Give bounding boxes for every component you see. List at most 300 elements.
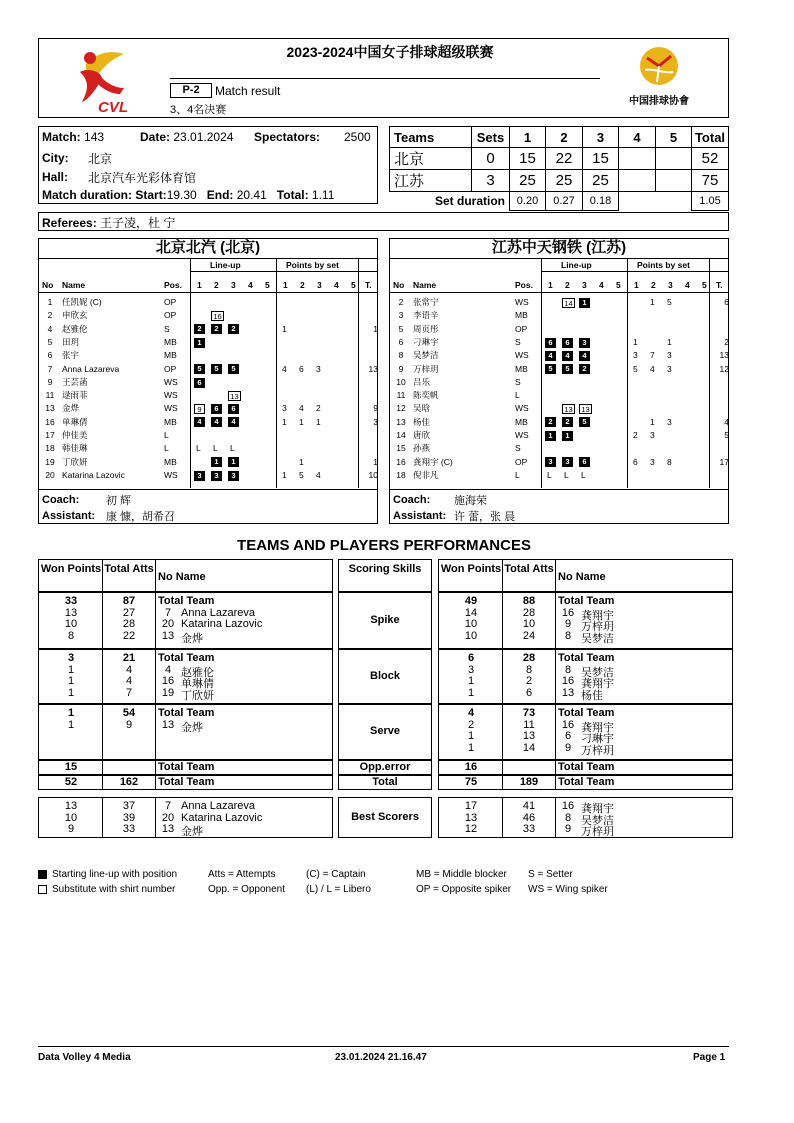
lineup-starting — [579, 349, 590, 362]
total-atts: 14 — [522, 741, 536, 754]
total-atts: 9 — [125, 718, 133, 731]
player-number: 9 — [564, 741, 572, 754]
player-position: L — [164, 430, 169, 440]
lineup-substitute — [562, 402, 575, 415]
player-name: Katarina Lazovic — [62, 469, 125, 480]
perf-col-line — [102, 797, 103, 838]
right-assistant: 许 蕾，张 晨 — [454, 511, 516, 523]
cva-logo — [628, 44, 690, 114]
won-points: 1 — [467, 686, 475, 699]
cva-logo-text: 中国排球协會 — [629, 96, 689, 107]
referees-value: 王子凌，杜 宁 — [100, 216, 176, 230]
player-number: 2 — [398, 297, 404, 307]
player-name: Katarina Lazovic — [181, 811, 263, 824]
t-header: T. — [365, 280, 372, 290]
player-number: 12 — [396, 403, 406, 414]
player-position: WS — [515, 403, 529, 414]
lineup-value: 2 — [228, 324, 239, 334]
right-coach-divider — [389, 489, 729, 490]
lineup-starting — [211, 363, 222, 376]
name-header: Name — [62, 280, 86, 290]
score-row-away: 江苏 3 25 25 25 75 — [390, 170, 729, 192]
t-header: T. — [716, 280, 723, 290]
lineup-starting — [562, 416, 573, 429]
won-points: 1 — [467, 730, 475, 742]
points-set-value: 5 — [667, 297, 672, 307]
left-coach-divider — [38, 489, 378, 490]
player-name: 万梓玥 — [413, 363, 439, 374]
duration-label: Match duration: — [42, 188, 132, 202]
lineup-starting — [545, 456, 556, 469]
cvl-logo — [72, 44, 132, 114]
player-position: WS — [164, 390, 178, 401]
player-number: 16 — [396, 456, 406, 467]
won-points: 13 — [64, 606, 78, 619]
won-points: 1 — [467, 675, 475, 687]
player-name: 张宇 — [62, 350, 80, 361]
lineup-starting — [545, 349, 556, 362]
player-total-points: 6 — [724, 297, 729, 307]
lineup-set-header: 1 — [197, 280, 202, 290]
player-number: 5 — [47, 336, 53, 347]
legend-op: OP = Opposite spiker — [416, 884, 512, 895]
won-points: 52 — [64, 776, 78, 788]
perf-col-line — [155, 797, 156, 838]
lineup-value: 1 — [562, 431, 573, 441]
player-number: 13 — [396, 416, 406, 427]
team-total-label: Total Team — [158, 595, 215, 607]
total-label: Total: — [276, 188, 309, 202]
perf-col-line — [102, 592, 103, 649]
player-number: 3 — [398, 310, 404, 321]
points-set-header: 4 — [685, 280, 690, 290]
serve-label: Serve — [370, 725, 400, 737]
legend-libero: (L) / L = Libero — [306, 884, 371, 895]
starting-lineup-legend-icon — [38, 870, 47, 879]
player-position: L — [515, 469, 520, 480]
score-row-home: 北京 0 15 22 15 52 — [390, 148, 729, 170]
player-position: WS — [515, 297, 529, 307]
player-position: OP — [515, 323, 528, 334]
won-points: 49 — [464, 595, 478, 607]
lineup-value: 2 — [211, 324, 222, 334]
player-name: 金烨 — [181, 826, 203, 838]
lineup-value: 4 — [562, 351, 573, 361]
player-total-points: 4 — [724, 416, 729, 427]
lineup-value: 4 — [579, 351, 590, 361]
player-total-points: 1 — [373, 323, 378, 334]
player-total-points: 13 — [368, 363, 378, 374]
lineup-value: 2 — [545, 417, 556, 427]
legend-sub: Substitute with shirt number — [52, 884, 176, 895]
player-name: Anna Lazareva — [181, 800, 255, 812]
left-coach: 初 辉 — [106, 495, 132, 507]
team-total-label: Total Team — [158, 707, 215, 719]
player-name: 仲佳美 — [62, 430, 88, 440]
won-points: 1 — [67, 675, 75, 687]
total-atts: 7 — [125, 686, 133, 699]
lineup-value: 1 — [194, 338, 205, 348]
points-set-value: 2 — [316, 403, 321, 414]
won-points: 1 — [467, 741, 475, 754]
player-name: 吕乐 — [413, 376, 431, 387]
set-duration-row: Set duration 0.20 0.27 0.18 1.05 — [390, 192, 729, 211]
right-coach-label: Coach: — [393, 494, 431, 506]
total-atts: 33 — [522, 823, 536, 835]
won-points-header: Won Points — [40, 563, 102, 575]
won-points: 33 — [64, 595, 78, 607]
lineup-libero: L — [564, 469, 569, 480]
player-number: 8 — [398, 350, 404, 361]
legend-opp: Opp. = Opponent — [208, 884, 286, 895]
lineup-value: 3 — [211, 471, 222, 481]
perf-col-line — [102, 760, 103, 775]
points-set-value: 5 — [299, 469, 304, 480]
points-set-value: 3 — [650, 430, 655, 440]
lineup-starting — [579, 296, 590, 309]
end-label: End: — [206, 188, 234, 202]
points-set-value: 3 — [667, 350, 672, 361]
lineup-value: 1 — [545, 431, 556, 441]
perf-col-line — [155, 760, 156, 775]
player-name: 唐欣 — [413, 430, 431, 440]
won-points: 2 — [467, 718, 475, 731]
player-number: 7 — [47, 363, 53, 374]
points-set-value: 3 — [667, 416, 672, 427]
perf-col-line — [502, 775, 503, 790]
spectators-label: Spectators: — [254, 130, 321, 144]
player-position: WS — [164, 403, 178, 414]
points-set-value: 8 — [667, 456, 672, 467]
player-name: 周页彤 — [413, 323, 439, 334]
left-assistant-label: Assistant: — [42, 510, 96, 522]
lineup-value: 5 — [579, 417, 590, 427]
total-atts: 28 — [522, 652, 536, 664]
total-atts: 2 — [525, 675, 533, 687]
won-points: 3 — [67, 652, 75, 664]
perf-col-line — [555, 559, 556, 592]
lineup-value: 5 — [194, 364, 205, 374]
points-set-header: 1 — [283, 280, 288, 290]
lineup-set-header: 4 — [248, 280, 253, 290]
lineup-substitute — [562, 296, 575, 309]
points-set-value: 1 — [650, 416, 655, 427]
total-atts: 189 — [519, 776, 539, 788]
points-by-set-header: Points by set — [637, 260, 690, 270]
player-name: 赵雅伦 — [62, 323, 88, 334]
lineup-starting — [194, 323, 205, 336]
pos-header: Pos. — [164, 280, 182, 290]
won-points: 1 — [67, 686, 75, 699]
right-team-name: 江苏中天钢铁 (江苏) — [491, 239, 627, 256]
total-atts: 46 — [522, 811, 536, 824]
lineup-starting — [545, 416, 556, 429]
sc-h-total: Total — [692, 127, 729, 148]
lineup-starting — [211, 416, 222, 429]
won-points: 4 — [467, 707, 475, 719]
lineup-starting — [228, 402, 239, 415]
lineup-value: 2 — [562, 417, 573, 427]
player-number: 18 — [45, 443, 55, 454]
lineup-set-header: 3 — [231, 280, 236, 290]
lineup-libero: L — [196, 443, 201, 454]
perf-col-line — [502, 559, 503, 592]
player-name: 吴梦洁 — [581, 666, 614, 679]
lineup-set-header: 2 — [214, 280, 219, 290]
player-name: 单琳倩 — [62, 416, 88, 427]
lineup-libero: L — [581, 469, 586, 480]
lineup-value: 4 — [211, 417, 222, 427]
no-name-header: No Name — [158, 571, 206, 583]
player-number: 19 — [45, 456, 55, 467]
player-number: 13 — [161, 718, 175, 731]
points-set-value: 1 — [667, 336, 672, 347]
lineup-value: 16 — [211, 311, 224, 321]
perf-col-line — [555, 592, 556, 649]
player-position: OP — [164, 310, 177, 321]
player-name: 韩佳琳 — [62, 443, 88, 454]
perf-col-line — [102, 649, 103, 704]
player-name: 吴梦洁 — [581, 814, 614, 827]
player-name: 龚翔宇 (C) — [413, 456, 453, 467]
total-atts: 162 — [119, 776, 139, 788]
points-set-value: 5 — [633, 363, 638, 374]
won-points: 10 — [464, 629, 478, 642]
legend-s: S = Setter — [528, 869, 573, 880]
player-position: MB — [164, 336, 177, 347]
won-points: 15 — [64, 761, 78, 773]
perf-col-line — [102, 559, 103, 592]
footer-timestamp: 23.01.2024 21.16.47 — [335, 1052, 427, 1063]
lineup-starting — [562, 349, 573, 362]
player-name: 吴梦洁 — [413, 350, 439, 361]
perf-col-line — [155, 559, 156, 592]
points-set-value: 3 — [282, 403, 287, 414]
lineup-starting — [211, 456, 222, 469]
won-points: 6 — [467, 652, 475, 664]
won-points: 17 — [464, 800, 478, 812]
total-atts: 33 — [122, 823, 136, 835]
lineup-value: 13 — [562, 404, 575, 414]
lineup-value: 5 — [228, 364, 239, 374]
player-number: 1 — [47, 297, 53, 307]
total-label: Total — [372, 776, 398, 788]
player-total-points: 17 — [719, 456, 729, 467]
player-name: 刁琳宇 — [413, 336, 439, 347]
lineup-set-header: 5 — [616, 280, 621, 290]
lineup-value: 3 — [545, 457, 556, 467]
points-set-value: 1 — [650, 297, 655, 307]
player-number: 17 — [45, 430, 55, 440]
player-name: 孙燕 — [413, 443, 431, 454]
player-number: 8 — [564, 811, 572, 824]
player-name: Anna Lazareva — [181, 606, 255, 619]
perf-title: TEAMS AND PLAYERS PERFORMANCES — [237, 537, 531, 554]
sc-h-teams: Teams — [390, 127, 472, 148]
player-number: 6 — [47, 350, 53, 361]
total-atts: 21 — [122, 652, 136, 664]
player-number: 11 — [396, 390, 406, 401]
perf-col-line — [502, 704, 503, 760]
lineup-value: 3 — [579, 338, 590, 348]
player-total-points: 1 — [373, 456, 378, 467]
perf-col-line — [502, 592, 503, 649]
won-points-header: Won Points — [440, 563, 502, 575]
perf-col-line — [155, 649, 156, 704]
team-total-label: Total Team — [558, 595, 615, 607]
total-duration: 1.11 — [311, 188, 335, 202]
lineup-libero: L — [547, 469, 552, 480]
player-number: 6 — [398, 336, 404, 347]
points-set-header: 2 — [300, 280, 305, 290]
player-total-points: 10 — [368, 469, 378, 480]
player-position: WS — [515, 430, 529, 440]
name-header: Name — [413, 280, 437, 290]
player-name: 龚翔宇 — [581, 609, 614, 622]
team-total-label: Total Team — [558, 776, 615, 788]
match-round: 3、4名决赛 — [170, 104, 227, 116]
player-number: 9 — [564, 618, 572, 630]
footer-divider — [38, 1046, 729, 1047]
footer-source: Data Volley 4 Media — [38, 1052, 131, 1063]
player-name: 刁琳宇 — [581, 733, 614, 745]
player-position: L — [515, 390, 520, 401]
points-set-header: 5 — [351, 280, 356, 290]
total-atts: 24 — [522, 629, 536, 642]
total-atts: 4 — [125, 663, 133, 676]
player-number: 9 — [398, 363, 404, 374]
player-total-points: 2 — [724, 336, 729, 347]
points-set-value: 1 — [633, 336, 638, 347]
lineup-starting — [579, 456, 590, 469]
date-label: Date: — [140, 130, 171, 144]
player-position: S — [515, 376, 521, 387]
lineup-value: 3 — [562, 457, 573, 467]
lineup-starting — [194, 376, 205, 389]
points-set-header: 2 — [651, 280, 656, 290]
lineup-value: 3 — [228, 471, 239, 481]
header-divider — [170, 78, 600, 79]
lineup-set-header: 4 — [599, 280, 604, 290]
player-name: 逯雨菲 — [62, 390, 88, 401]
player-name: 赵雅伦 — [181, 666, 214, 679]
footer-page: Page 1 — [693, 1052, 726, 1063]
lineup-header: Line-up — [561, 260, 592, 270]
won-points: 13 — [464, 811, 478, 824]
lineup-set-header: 5 — [265, 280, 270, 290]
lineup-starting — [562, 456, 573, 469]
lineup-value: 5 — [545, 364, 556, 374]
player-number: 13 — [161, 629, 175, 642]
lineup-value: 14 — [562, 298, 575, 308]
player-position: WS — [164, 469, 178, 480]
team-total-label: Total Team — [558, 652, 615, 664]
legend-atts: Atts = Attempts — [208, 869, 276, 880]
player-number: 16 — [45, 416, 55, 427]
lineup-value: 13 — [579, 404, 592, 414]
legend-captain: (C) = Captain — [306, 869, 366, 880]
player-name: 丁欣妍 — [181, 689, 214, 702]
lineup-substitute — [579, 402, 592, 415]
lineup-value: 6 — [562, 338, 573, 348]
lineup-starting — [211, 469, 222, 482]
won-points: 10 — [464, 618, 478, 630]
lineup-starting — [228, 323, 239, 336]
player-position: S — [164, 323, 170, 334]
lineup-starting — [194, 363, 205, 376]
player-position: MB — [164, 350, 177, 361]
points-set-value: 3 — [316, 363, 321, 374]
lineup-value: 6 — [228, 404, 239, 414]
lineup-starting — [562, 363, 573, 376]
lineup-starting — [228, 469, 239, 482]
lineup-value: 13 — [228, 391, 241, 401]
player-total-points: 9 — [373, 403, 378, 414]
scoreboard — [389, 126, 729, 211]
total-atts: 54 — [122, 707, 136, 719]
player-name: 申欣玄 — [62, 310, 88, 321]
left-roster — [38, 256, 378, 488]
player-name: Anna Lazareva — [62, 363, 120, 374]
player-position: OP — [515, 456, 528, 467]
player-name: 万梓玥 — [581, 744, 614, 757]
player-position: MB — [515, 416, 528, 427]
team-total-label: Total Team — [158, 776, 215, 788]
player-number: 7 — [164, 800, 172, 812]
won-points: 13 — [64, 800, 78, 812]
player-name: 张常宁 — [413, 297, 439, 307]
sc-h-5: 5 — [656, 127, 692, 148]
player-name: 金烨 — [62, 403, 80, 414]
left-assistant: 康 慷，胡希召 — [106, 511, 176, 523]
player-number: 18 — [396, 469, 406, 480]
points-set-value: 1 — [299, 416, 304, 427]
player-number: 9 — [47, 376, 53, 387]
lineup-substitute — [211, 309, 224, 322]
player-name: 丁欣妍 — [62, 456, 88, 467]
player-number: 16 — [561, 718, 575, 731]
player-name: 吴晗 — [413, 403, 431, 414]
player-name: 单琳倩 — [181, 678, 214, 690]
spike-label: Spike — [370, 613, 400, 626]
match-date: 23.01.2024 — [173, 130, 234, 144]
player-total-points: 12 — [719, 363, 729, 374]
points-set-value: 1 — [282, 469, 287, 480]
end-time: 20.41 — [236, 188, 267, 202]
points-set-header: 1 — [634, 280, 639, 290]
lineup-value: 4 — [545, 351, 556, 361]
perf-col-line — [555, 797, 556, 838]
sc-h-3: 3 — [583, 127, 619, 148]
right-coach: 施海荣 — [454, 495, 487, 507]
total-atts: 87 — [122, 595, 136, 607]
points-set-value: 4 — [299, 403, 304, 414]
total-atts: 88 — [522, 595, 536, 607]
player-name: 吴梦洁 — [581, 632, 614, 645]
perf-col-line — [155, 775, 156, 790]
total-atts: 28 — [522, 606, 536, 619]
player-number: 16 — [161, 675, 175, 687]
left-team-name: 北京北汽 (北京) — [155, 239, 261, 256]
total-atts: 27 — [122, 606, 136, 619]
player-position: MB — [515, 310, 528, 321]
player-position: OP — [164, 363, 177, 374]
player-number: 4 — [47, 323, 53, 334]
lineup-set-header: 1 — [548, 280, 553, 290]
team-total-label: Total Team — [558, 707, 615, 719]
lineup-starting — [228, 363, 239, 376]
total-atts: 41 — [522, 800, 536, 812]
